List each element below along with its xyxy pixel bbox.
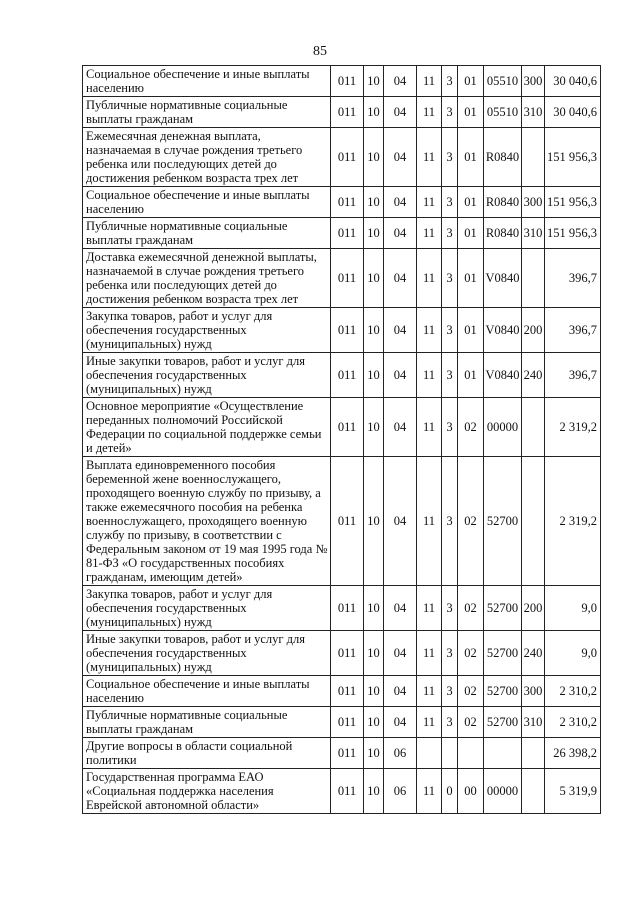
code-subprogram: 3 xyxy=(442,218,458,249)
row-name: Выплата единовременного пособия беременной жене военнослужащего, проходящего военную службу по призыву, а также ежемесячного пособия на ребенка военнослужащего, проходящего военную службу по призыву, в соответствии с Федеральным законом от 19 мая 1995 года № 81-ФЗ «О государственных пособиях гражданам, имеющим детей» xyxy=(83,457,331,586)
code-measure: 01 xyxy=(458,249,484,308)
code-ministry: 011 xyxy=(331,586,364,631)
table-row xyxy=(83,249,601,308)
code-expense-type: 310 xyxy=(522,707,545,738)
amount: 396,7 xyxy=(545,249,601,308)
row-name: Социальное обеспечение и иные выплаты населению xyxy=(83,676,331,707)
code-subsection: 06 xyxy=(384,738,417,769)
amount: 2 310,2 xyxy=(545,707,601,738)
code-section: 10 xyxy=(364,586,384,631)
code-subsection: 04 xyxy=(384,631,417,676)
code-expense-type xyxy=(522,398,545,457)
code-ministry: 011 xyxy=(331,769,364,814)
code-ministry: 011 xyxy=(331,128,364,187)
code-subsection: 04 xyxy=(384,97,417,128)
table-row xyxy=(83,769,601,814)
table-row xyxy=(83,353,601,398)
code-ministry: 011 xyxy=(331,218,364,249)
row-name: Закупка товаров, работ и услуг для обеспечения государственных (муниципальных) нужд xyxy=(83,586,331,631)
code-measure: 02 xyxy=(458,398,484,457)
table-row xyxy=(83,738,601,769)
code-expense-type: 240 xyxy=(522,631,545,676)
amount: 2 319,2 xyxy=(545,457,601,586)
code-subsection: 04 xyxy=(384,676,417,707)
code-expense-type: 200 xyxy=(522,308,545,353)
code-expense-type xyxy=(522,769,545,814)
code-section: 10 xyxy=(364,187,384,218)
code-ministry: 011 xyxy=(331,457,364,586)
code-measure: 01 xyxy=(458,66,484,97)
code-direction: 52700 xyxy=(484,707,522,738)
code-ministry: 011 xyxy=(331,66,364,97)
code-subsection: 04 xyxy=(384,308,417,353)
code-program: 11 xyxy=(417,308,442,353)
code-measure: 00 xyxy=(458,769,484,814)
code-measure: 01 xyxy=(458,128,484,187)
amount: 30 040,6 xyxy=(545,66,601,97)
code-section: 10 xyxy=(364,631,384,676)
code-direction: 52700 xyxy=(484,631,522,676)
code-subprogram: 3 xyxy=(442,187,458,218)
code-direction: 05510 xyxy=(484,97,522,128)
table-row xyxy=(83,66,601,97)
code-program: 11 xyxy=(417,769,442,814)
code-program: 11 xyxy=(417,586,442,631)
code-direction: V0840 xyxy=(484,308,522,353)
code-direction: 52700 xyxy=(484,457,522,586)
code-program: 11 xyxy=(417,128,442,187)
amount: 2 310,2 xyxy=(545,676,601,707)
code-section: 10 xyxy=(364,97,384,128)
code-subprogram: 3 xyxy=(442,676,458,707)
code-section: 10 xyxy=(364,676,384,707)
code-subsection: 04 xyxy=(384,218,417,249)
code-program: 11 xyxy=(417,97,442,128)
code-direction: 52700 xyxy=(484,676,522,707)
code-subprogram xyxy=(442,738,458,769)
amount: 396,7 xyxy=(545,308,601,353)
code-subsection: 04 xyxy=(384,707,417,738)
code-measure: 02 xyxy=(458,707,484,738)
code-section: 10 xyxy=(364,308,384,353)
code-measure: 01 xyxy=(458,353,484,398)
code-subsection: 04 xyxy=(384,457,417,586)
table-row xyxy=(83,457,601,586)
code-subsection: 04 xyxy=(384,128,417,187)
row-name: Основное мероприятие «Осуществление переданных полномочий Российской Федерации по социальной поддержке семьи и детей» xyxy=(83,398,331,457)
amount: 151 956,3 xyxy=(545,218,601,249)
code-expense-type xyxy=(522,249,545,308)
code-expense-type xyxy=(522,128,545,187)
code-program: 11 xyxy=(417,398,442,457)
code-expense-type xyxy=(522,738,545,769)
code-ministry: 011 xyxy=(331,97,364,128)
row-name: Иные закупки товаров, работ и услуг для обеспечения государственных (муниципальных) нужд xyxy=(83,631,331,676)
code-section: 10 xyxy=(364,128,384,187)
amount: 2 319,2 xyxy=(545,398,601,457)
amount: 151 956,3 xyxy=(545,128,601,187)
code-subprogram: 0 xyxy=(442,769,458,814)
row-name: Государственная программа ЕАО «Социальная поддержка населения Еврейской автономной области» xyxy=(83,769,331,814)
code-expense-type: 240 xyxy=(522,353,545,398)
amount: 151 956,3 xyxy=(545,187,601,218)
table-row xyxy=(83,586,601,631)
code-subprogram: 3 xyxy=(442,398,458,457)
table-row xyxy=(83,97,601,128)
row-name: Другие вопросы в области социальной политики xyxy=(83,738,331,769)
code-program xyxy=(417,738,442,769)
amount: 30 040,6 xyxy=(545,97,601,128)
code-ministry: 011 xyxy=(331,676,364,707)
code-direction: V0840 xyxy=(484,353,522,398)
code-measure: 01 xyxy=(458,187,484,218)
code-direction: 00000 xyxy=(484,769,522,814)
code-expense-type: 200 xyxy=(522,586,545,631)
code-expense-type xyxy=(522,457,545,586)
code-program: 11 xyxy=(417,631,442,676)
code-measure: 02 xyxy=(458,457,484,586)
amount: 26 398,2 xyxy=(545,738,601,769)
code-expense-type: 310 xyxy=(522,218,545,249)
code-subsection: 04 xyxy=(384,249,417,308)
code-section: 10 xyxy=(364,738,384,769)
code-measure: 02 xyxy=(458,676,484,707)
code-measure: 01 xyxy=(458,97,484,128)
code-measure: 01 xyxy=(458,308,484,353)
code-section: 10 xyxy=(364,707,384,738)
code-subprogram: 3 xyxy=(442,97,458,128)
code-subprogram: 3 xyxy=(442,353,458,398)
row-name: Публичные нормативные социальные выплаты гражданам xyxy=(83,218,331,249)
code-expense-type: 310 xyxy=(522,97,545,128)
code-subprogram: 3 xyxy=(442,631,458,676)
code-expense-type: 300 xyxy=(522,187,545,218)
code-section: 10 xyxy=(364,457,384,586)
code-section: 10 xyxy=(364,249,384,308)
table-row xyxy=(83,676,601,707)
code-direction: 05510 xyxy=(484,66,522,97)
code-ministry: 011 xyxy=(331,308,364,353)
table-row xyxy=(83,187,601,218)
code-section: 10 xyxy=(364,398,384,457)
code-measure xyxy=(458,738,484,769)
code-program: 11 xyxy=(417,187,442,218)
table-row xyxy=(83,218,601,249)
row-name: Ежемесячная денежная выплата, назначаемая в случае рождения третьего ребенка или последующих детей до достижения ребенком возраста трех лет xyxy=(83,128,331,187)
code-direction: R0840 xyxy=(484,218,522,249)
code-section: 10 xyxy=(364,66,384,97)
code-subprogram: 3 xyxy=(442,457,458,586)
table-row xyxy=(83,707,601,738)
code-program: 11 xyxy=(417,676,442,707)
code-program: 11 xyxy=(417,249,442,308)
table-row xyxy=(83,631,601,676)
code-program: 11 xyxy=(417,707,442,738)
code-direction: 00000 xyxy=(484,398,522,457)
code-section: 10 xyxy=(364,353,384,398)
code-ministry: 011 xyxy=(331,353,364,398)
code-subprogram: 3 xyxy=(442,249,458,308)
code-subprogram: 3 xyxy=(442,128,458,187)
table-row xyxy=(83,128,601,187)
code-subsection: 04 xyxy=(384,353,417,398)
amount: 9,0 xyxy=(545,586,601,631)
code-section: 10 xyxy=(364,769,384,814)
row-name: Публичные нормативные социальные выплаты гражданам xyxy=(83,97,331,128)
code-subsection: 04 xyxy=(384,398,417,457)
code-subsection: 04 xyxy=(384,586,417,631)
code-subsection: 04 xyxy=(384,187,417,218)
code-subprogram: 3 xyxy=(442,66,458,97)
row-name: Социальное обеспечение и иные выплаты населению xyxy=(83,66,331,97)
code-ministry: 011 xyxy=(331,187,364,218)
code-direction: 52700 xyxy=(484,586,522,631)
row-name: Закупка товаров, работ и услуг для обеспечения государственных (муниципальных) нужд xyxy=(83,308,331,353)
code-subprogram: 3 xyxy=(442,308,458,353)
row-name: Иные закупки товаров, работ и услуг для обеспечения государственных (муниципальных) нужд xyxy=(83,353,331,398)
code-ministry: 011 xyxy=(331,398,364,457)
code-measure: 02 xyxy=(458,586,484,631)
code-ministry: 011 xyxy=(331,707,364,738)
code-direction: R0840 xyxy=(484,187,522,218)
row-name: Социальное обеспечение и иные выплаты населению xyxy=(83,187,331,218)
code-subprogram: 3 xyxy=(442,586,458,631)
row-name: Публичные нормативные социальные выплаты гражданам xyxy=(83,707,331,738)
code-program: 11 xyxy=(417,218,442,249)
code-program: 11 xyxy=(417,353,442,398)
budget-table xyxy=(82,65,601,814)
page-number: 85 xyxy=(313,44,327,59)
amount: 5 319,9 xyxy=(545,769,601,814)
amount: 9,0 xyxy=(545,631,601,676)
table-row xyxy=(83,308,601,353)
code-direction: R0840 xyxy=(484,128,522,187)
code-direction: V0840 xyxy=(484,249,522,308)
code-section: 10 xyxy=(364,218,384,249)
code-direction xyxy=(484,738,522,769)
code-ministry: 011 xyxy=(331,249,364,308)
code-subsection: 04 xyxy=(384,66,417,97)
row-name: Доставка ежемесячной денежной выплаты, назначаемой в случае рождения третьего ребенка или последующих детей до достижения ребенком возраста трех лет xyxy=(83,249,331,308)
code-ministry: 011 xyxy=(331,631,364,676)
code-ministry: 011 xyxy=(331,738,364,769)
code-expense-type: 300 xyxy=(522,66,545,97)
code-expense-type: 300 xyxy=(522,676,545,707)
code-subsection: 06 xyxy=(384,769,417,814)
code-program: 11 xyxy=(417,457,442,586)
code-measure: 01 xyxy=(458,218,484,249)
amount: 396,7 xyxy=(545,353,601,398)
code-subprogram: 3 xyxy=(442,707,458,738)
code-program: 11 xyxy=(417,66,442,97)
table-row xyxy=(83,398,601,457)
code-measure: 02 xyxy=(458,631,484,676)
